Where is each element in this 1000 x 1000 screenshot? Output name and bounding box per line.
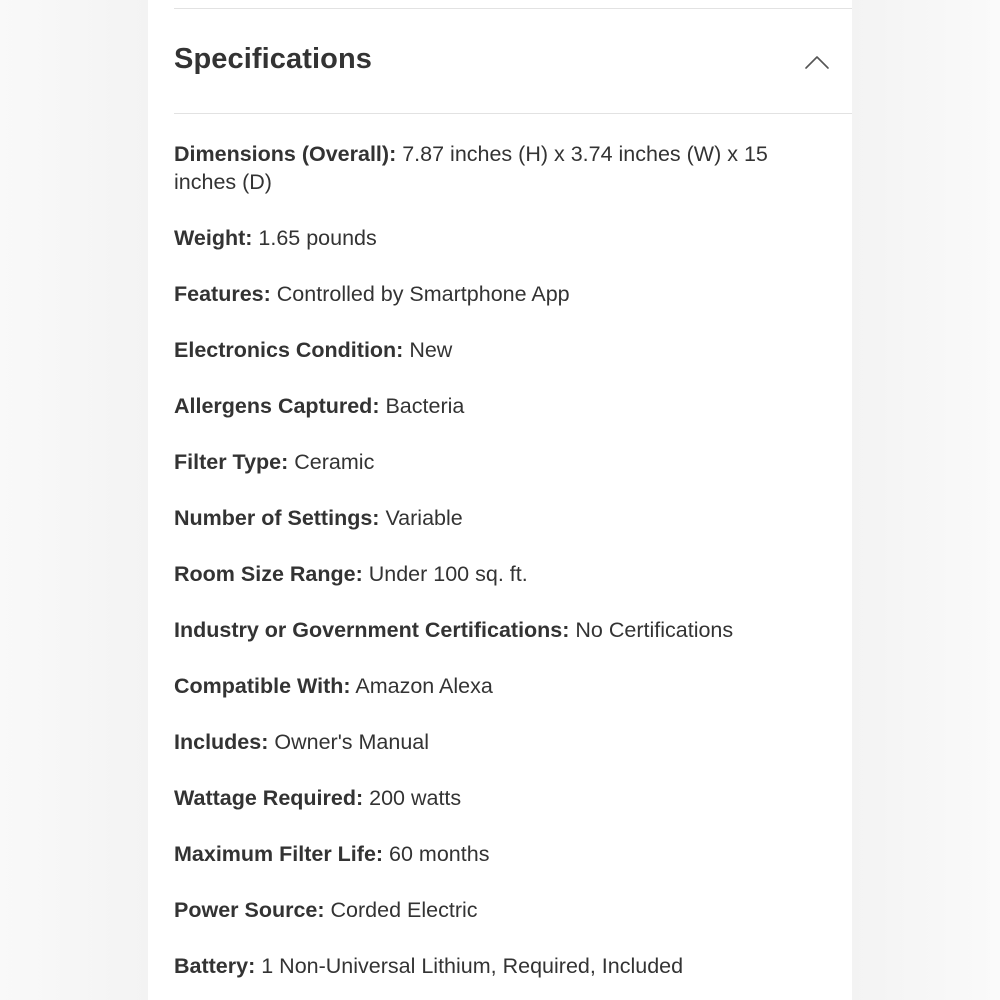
- spec-label: Power Source:: [174, 898, 325, 922]
- spec-label: Dimensions (Overall):: [174, 142, 397, 166]
- spec-value: No Certifications: [575, 618, 734, 642]
- spec-value: Under 100 sq. ft.: [368, 562, 528, 586]
- specifications-panel: [148, 0, 852, 1000]
- spec-value: 1 Non-Universal Lithium, Required, Included: [261, 954, 684, 978]
- specifications-header[interactable]: [174, 9, 852, 114]
- spec-item-compatible-with: [174, 672, 824, 700]
- spec-value: 7.87 inches (H) x 3.74 inches (W) x 15 inches (D): [174, 142, 768, 194]
- spec-label: Allergens Captured:: [174, 394, 380, 418]
- spec-item-features: [174, 280, 824, 308]
- chevron-up-icon: [802, 47, 832, 77]
- spec-label: Compatible With:: [174, 674, 351, 698]
- spec-item-number-of-settings: [174, 504, 824, 532]
- spec-value: Controlled by Smartphone App: [276, 282, 570, 306]
- spec-value: Bacteria: [385, 394, 465, 418]
- spec-value: 200 watts: [369, 786, 462, 810]
- section-title: Specifications: [174, 43, 373, 75]
- spec-item-battery: [174, 952, 824, 980]
- spec-label: Room Size Range:: [174, 562, 363, 586]
- spec-item-wattage-required: [174, 784, 824, 812]
- spec-value: Corded Electric: [330, 898, 478, 922]
- spec-label: Features:: [174, 282, 271, 306]
- spec-item-allergens-captured: [174, 392, 824, 420]
- spec-item-maximum-filter-life: [174, 840, 824, 868]
- spec-item-weight: [174, 224, 824, 252]
- spec-label: Filter Type:: [174, 450, 289, 474]
- spec-label: Number of Settings:: [174, 506, 380, 530]
- spec-value: 1.65 pounds: [258, 226, 377, 250]
- spec-item-room-size-range: [174, 560, 824, 588]
- spec-item-dimensions: [174, 140, 814, 196]
- spec-value: New: [409, 338, 453, 362]
- spec-value: Amazon Alexa: [355, 674, 493, 698]
- spec-item-certifications: [174, 616, 824, 644]
- spec-item-electronics-condition: [174, 336, 824, 364]
- collapse-toggle-button[interactable]: [802, 47, 832, 77]
- spec-item-power-source: [174, 896, 824, 924]
- spec-label: Industry or Government Certifications:: [174, 618, 570, 642]
- spec-label: Electronics Condition:: [174, 338, 404, 362]
- spec-list: [174, 140, 824, 1000]
- spec-value: Owner's Manual: [274, 730, 430, 754]
- spec-value: Ceramic: [294, 450, 375, 474]
- spec-item-filter-type: [174, 448, 824, 476]
- spec-label: Weight:: [174, 226, 253, 250]
- spec-label: Wattage Required:: [174, 786, 364, 810]
- spec-item-includes: [174, 728, 824, 756]
- page-background-right: [852, 0, 1000, 1000]
- spec-value: 60 months: [389, 842, 490, 866]
- spec-label: Battery:: [174, 954, 256, 978]
- page-background-left: [0, 0, 148, 1000]
- spec-label: Maximum Filter Life:: [174, 842, 384, 866]
- spec-value: Variable: [385, 506, 463, 530]
- spec-label: Includes:: [174, 730, 269, 754]
